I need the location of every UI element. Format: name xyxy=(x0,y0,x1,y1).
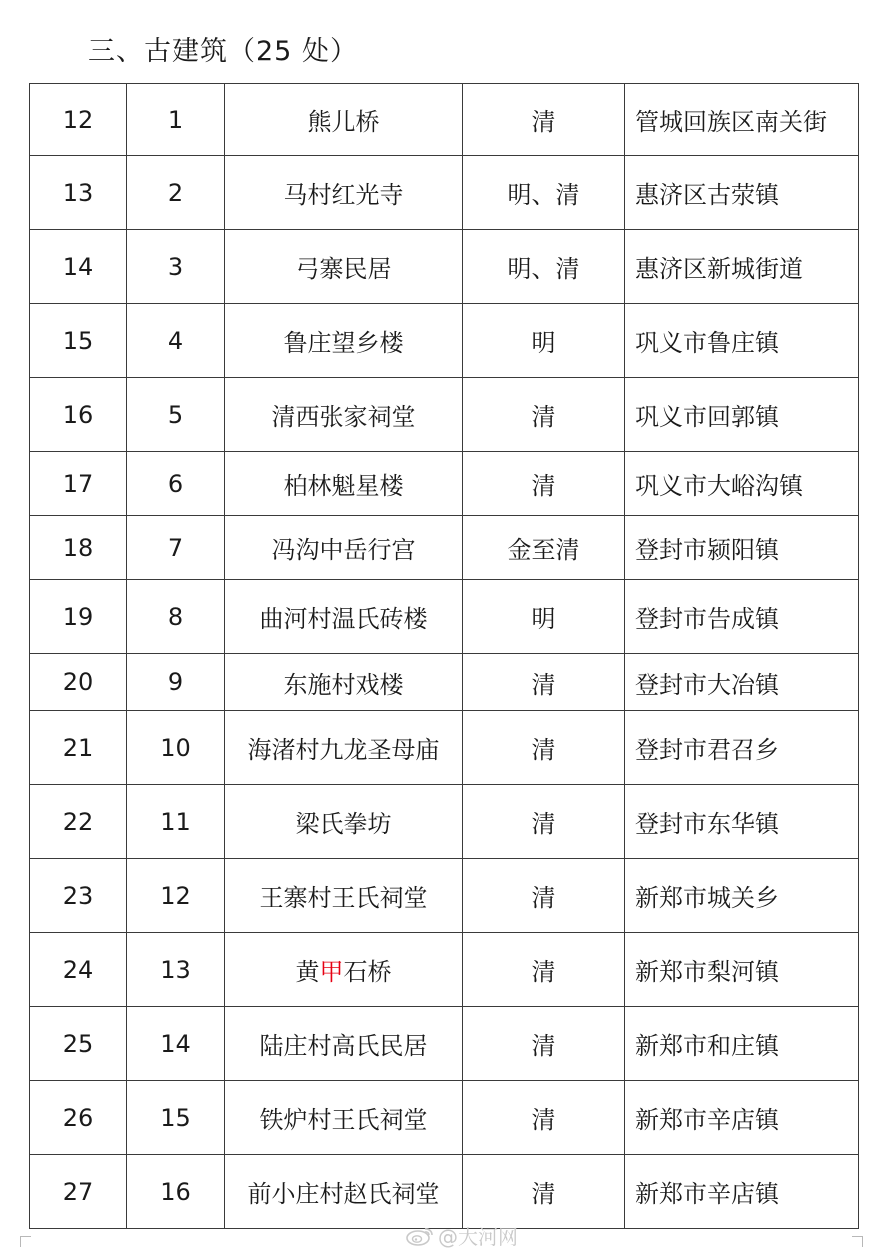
cell-era: 明、清 xyxy=(463,230,625,304)
cell-number: 13 xyxy=(127,933,225,1007)
cell-name xyxy=(225,580,463,654)
table-row xyxy=(30,711,859,785)
name-text: 王寨村王氏祠堂 xyxy=(259,884,428,912)
cell-sequence: 21 xyxy=(30,711,127,785)
cell-name xyxy=(225,859,463,933)
table-row xyxy=(30,785,859,859)
cell-sequence: 24 xyxy=(30,933,127,1007)
name-highlighted-char: 甲 xyxy=(319,958,344,986)
cell-name xyxy=(225,1155,463,1229)
name-text: 黄 xyxy=(295,958,320,986)
cell-era: 清 xyxy=(463,378,625,452)
page-corner-mark-right xyxy=(852,1236,863,1247)
table-body xyxy=(30,84,859,1229)
cell-era: 清 xyxy=(463,859,625,933)
cell-name xyxy=(225,452,463,516)
name-text: 曲河村温氏砖楼 xyxy=(259,605,428,633)
cell-location: 惠济区新城街道 xyxy=(625,230,859,304)
cell-sequence: 18 xyxy=(30,516,127,580)
cell-location: 新郑市和庄镇 xyxy=(625,1007,859,1081)
cell-era: 明 xyxy=(463,580,625,654)
cell-sequence: 23 xyxy=(30,859,127,933)
cell-sequence: 22 xyxy=(30,785,127,859)
cell-sequence: 27 xyxy=(30,1155,127,1229)
name-text: 柏林魁星楼 xyxy=(283,472,404,500)
cell-name xyxy=(225,516,463,580)
cell-name xyxy=(225,304,463,378)
cell-sequence: 15 xyxy=(30,304,127,378)
cell-location: 登封市大冶镇 xyxy=(625,654,859,711)
cell-sequence: 20 xyxy=(30,654,127,711)
cell-location: 新郑市梨河镇 xyxy=(625,933,859,1007)
cell-number: 2 xyxy=(127,156,225,230)
table-row xyxy=(30,156,859,230)
name-text: 铁炉村王氏祠堂 xyxy=(259,1106,428,1134)
cell-number: 9 xyxy=(127,654,225,711)
cell-name xyxy=(225,378,463,452)
cell-name xyxy=(225,654,463,711)
cell-sequence: 19 xyxy=(30,580,127,654)
cell-name xyxy=(225,1007,463,1081)
cell-sequence: 14 xyxy=(30,230,127,304)
cell-name xyxy=(225,785,463,859)
section-title: 三、古建筑（25 处） xyxy=(88,36,358,67)
cell-sequence: 13 xyxy=(30,156,127,230)
table-row xyxy=(30,452,859,516)
cell-location: 管城回族区南关街 xyxy=(625,84,859,156)
cell-sequence: 12 xyxy=(30,84,127,156)
name-text: 熊儿桥 xyxy=(307,108,380,136)
table-row xyxy=(30,378,859,452)
cell-location: 巩义市大峪沟镇 xyxy=(625,452,859,516)
table-row xyxy=(30,933,859,1007)
cell-era: 明、清 xyxy=(463,156,625,230)
name-text: 冯沟中岳行宫 xyxy=(271,536,416,564)
heritage-table xyxy=(29,83,859,1229)
cell-location: 惠济区古荥镇 xyxy=(625,156,859,230)
cell-era: 清 xyxy=(463,452,625,516)
cell-location: 登封市告成镇 xyxy=(625,580,859,654)
cell-number: 1 xyxy=(127,84,225,156)
cell-era: 清 xyxy=(463,1007,625,1081)
table-row xyxy=(30,304,859,378)
cell-number: 4 xyxy=(127,304,225,378)
cell-sequence: 17 xyxy=(30,452,127,516)
cell-era: 清 xyxy=(463,933,625,1007)
watermark-text: @大河网 xyxy=(438,1225,518,1249)
cell-location: 新郑市辛店镇 xyxy=(625,1081,859,1155)
table-row xyxy=(30,859,859,933)
cell-location: 登封市君召乡 xyxy=(625,711,859,785)
cell-number: 11 xyxy=(127,785,225,859)
name-text: 海渚村九龙圣母庙 xyxy=(247,736,440,764)
name-text: 陆庄村高氏民居 xyxy=(259,1032,428,1060)
weibo-logo-icon xyxy=(406,1226,434,1246)
table-row xyxy=(30,1081,859,1155)
name-text: 马村红光寺 xyxy=(283,181,404,209)
table-row xyxy=(30,1007,859,1081)
cell-era: 明 xyxy=(463,304,625,378)
cell-era: 清 xyxy=(463,84,625,156)
table-row xyxy=(30,1155,859,1229)
page-corner-mark-left xyxy=(20,1236,31,1247)
table-row xyxy=(30,580,859,654)
cell-name xyxy=(225,1081,463,1155)
cell-location: 巩义市回郭镇 xyxy=(625,378,859,452)
cell-name xyxy=(225,711,463,785)
cell-number: 16 xyxy=(127,1155,225,1229)
cell-name xyxy=(225,933,463,1007)
cell-location: 新郑市辛店镇 xyxy=(625,1155,859,1229)
name-text: 东施村戏楼 xyxy=(283,670,404,699)
cell-number: 14 xyxy=(127,1007,225,1081)
cell-location: 新郑市城关乡 xyxy=(625,859,859,933)
cell-era: 清 xyxy=(463,654,625,711)
cell-number: 12 xyxy=(127,859,225,933)
cell-number: 6 xyxy=(127,452,225,516)
table-row xyxy=(30,84,859,156)
table-row xyxy=(30,654,859,711)
cell-name xyxy=(225,230,463,304)
cell-number: 3 xyxy=(127,230,225,304)
cell-sequence: 16 xyxy=(30,378,127,452)
cell-era: 清 xyxy=(463,785,625,859)
name-text: 鲁庄望乡楼 xyxy=(283,329,404,357)
cell-number: 5 xyxy=(127,378,225,452)
cell-name xyxy=(225,156,463,230)
cell-number: 8 xyxy=(127,580,225,654)
name-text: 前小庄村赵氏祠堂 xyxy=(247,1180,440,1208)
name-text-suffix: 石桥 xyxy=(343,958,392,986)
watermark xyxy=(406,1221,518,1250)
cell-location: 登封市颍阳镇 xyxy=(625,516,859,580)
cell-number: 15 xyxy=(127,1081,225,1155)
cell-sequence: 26 xyxy=(30,1081,127,1155)
name-text: 梁氏拳坊 xyxy=(295,810,392,838)
cell-location: 登封市东华镇 xyxy=(625,785,859,859)
name-text: 清西张家祠堂 xyxy=(271,403,416,431)
cell-era: 清 xyxy=(463,1155,625,1229)
cell-name xyxy=(225,84,463,156)
cell-era: 金至清 xyxy=(463,516,625,580)
table-row xyxy=(30,516,859,580)
cell-era: 清 xyxy=(463,711,625,785)
cell-sequence: 25 xyxy=(30,1007,127,1081)
cell-number: 7 xyxy=(127,516,225,580)
cell-location: 巩义市鲁庄镇 xyxy=(625,304,859,378)
cell-number: 10 xyxy=(127,711,225,785)
cell-era: 清 xyxy=(463,1081,625,1155)
table-row xyxy=(30,230,859,304)
name-text: 弓寨民居 xyxy=(295,255,392,283)
